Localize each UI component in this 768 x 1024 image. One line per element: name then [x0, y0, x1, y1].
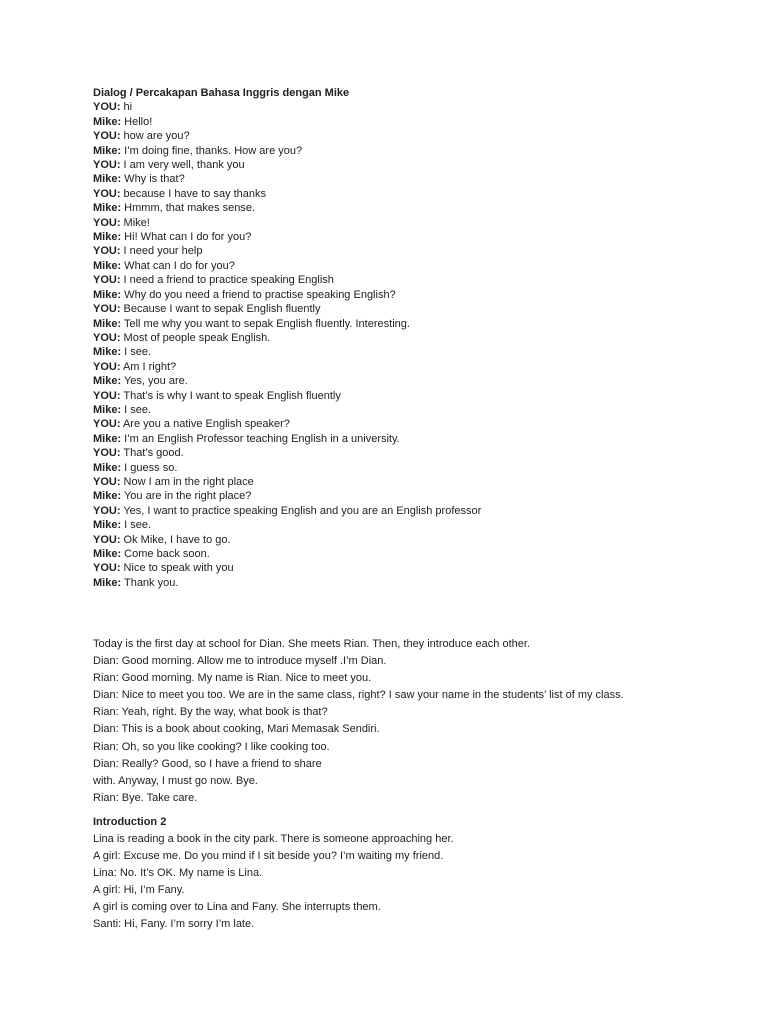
speaker-label: YOU:: [93, 418, 121, 431]
paragraph: Rian: Bye. Take care.: [93, 791, 198, 804]
dialog-line: [93, 115, 753, 129]
line-text: Ok Mike, I have to go.: [120, 533, 231, 546]
line-text: I guess so.: [121, 461, 178, 474]
speaker-label: Mike:: [93, 490, 122, 503]
paragraph: Dian: This is a book about cooking, Mari Memasak Sendiri.: [93, 723, 380, 736]
line-text: That’s is why I want to speak English fluently: [120, 389, 341, 402]
speaker-label: Mike:: [93, 288, 122, 301]
line-text: Come back soon.: [121, 548, 210, 560]
dialog-line: [93, 417, 753, 431]
dialog-line: [93, 288, 753, 302]
dialog-line: [93, 317, 753, 331]
dialog-line: [93, 158, 753, 172]
line-text: I see.: [121, 403, 152, 416]
line-text: I am very well, thank you: [120, 159, 245, 172]
dialog-line: [93, 302, 753, 316]
paragraph: A girl is coming over to Lina and Fany. She interrupts them.: [93, 901, 381, 914]
paragraph: Dian: Good morning. Allow me to introduce myself .I’m Dian.: [93, 655, 387, 668]
line-text: Thank you.: [121, 576, 179, 589]
line-text: Tell me why you want to sepak English fluently. Interesting.: [121, 317, 410, 330]
speaker-label: YOU:: [93, 303, 121, 316]
line-text: Mike!: [120, 216, 150, 229]
line-text: I see.: [121, 519, 152, 532]
paragraph: A girl: Hi, I’m Fany.: [93, 884, 185, 897]
speaker-label: YOU:: [93, 331, 121, 344]
line-text: hi: [120, 101, 133, 114]
line-text: I need a friend to practice speaking English: [120, 274, 334, 287]
speaker-label: Mike:: [93, 173, 122, 186]
line-text: I’m doing fine, thanks. How are you?: [121, 144, 303, 157]
speaker-label: YOU:: [93, 533, 121, 546]
dialog-line: [93, 345, 753, 359]
line-text: because I have to say thanks: [120, 187, 267, 200]
dialog-line: [93, 244, 753, 258]
line-text: Hi! What can I do for you?: [121, 231, 252, 244]
speaker-label: Mike:: [93, 115, 122, 128]
line-text: Now I am in the right place: [120, 475, 254, 488]
paragraph: Today is the first day at school for Dian. She meets Rian. Then, they introduce each other.: [93, 638, 530, 650]
line-text: I see.: [121, 346, 152, 359]
speaker-label: Mike:: [93, 576, 122, 589]
line-text: You are in the right place?: [121, 490, 252, 503]
speaker-label: Mike:: [93, 144, 122, 157]
dialog-line: [93, 446, 753, 460]
line-text: how are you?: [120, 130, 190, 143]
document-page: [93, 86, 753, 931]
dialog-line: [93, 360, 753, 374]
dialog-line: [93, 561, 753, 575]
dialog-line: [93, 230, 753, 244]
paragraph: Lina is reading a book in the city park. There is someone approaching her.: [93, 833, 454, 845]
paragraph: Dian: Really? Good, so I have a friend to share: [93, 757, 322, 770]
dialog-line: [93, 504, 753, 518]
speaker-label: Mike:: [93, 231, 122, 244]
line-text: Yes, I want to practice speaking English and you are an English professor: [120, 504, 482, 517]
dialog-mike: [93, 86, 753, 590]
line-text: Why do you need a friend to practise speaking English?: [121, 288, 396, 301]
line-text: Hello!: [121, 115, 153, 128]
speaker-label: Mike:: [93, 519, 122, 532]
speaker-label: YOU:: [93, 389, 121, 402]
dialog-line: [93, 331, 753, 345]
dialog-lines: [93, 100, 753, 590]
dialog-line: [93, 547, 753, 561]
line-text: That’s good.: [120, 447, 184, 460]
line-text: Are you a native English speaker?: [120, 418, 290, 431]
paragraph: Rian: Good morning. My name is Rian. Nice to meet you.: [93, 672, 372, 685]
speaker-label: YOU:: [93, 447, 121, 460]
dialog-line: [93, 576, 753, 590]
dialog-line: [93, 129, 753, 143]
dialog-line: [93, 432, 753, 446]
line-text: Yes, you are.: [121, 375, 188, 388]
line-text: I’m an English Professor teaching English in a university.: [121, 432, 400, 445]
paragraph: Santi: Hi, Fany. I’m sorry I’m late.: [93, 918, 255, 931]
dialog-line: [93, 518, 753, 532]
line-text: What can I do for you?: [121, 259, 235, 272]
speaker-label: YOU:: [93, 360, 121, 373]
speaker-label: Mike:: [93, 259, 122, 272]
line-text: Am I right?: [120, 360, 177, 373]
speaker-label: YOU:: [93, 562, 121, 575]
line-text: Because I want to sepak English fluently: [120, 303, 321, 316]
speaker-label: YOU:: [93, 274, 121, 287]
speaker-label: YOU:: [93, 475, 121, 488]
paragraph: Lina: No. It’s OK. My name is Lina.: [93, 867, 263, 880]
dialog-line: [93, 216, 753, 230]
speaker-label: YOU:: [93, 216, 121, 229]
speaker-label: YOU:: [93, 504, 121, 517]
section-heading: Introduction 2: [93, 816, 167, 828]
dialog-line: [93, 273, 753, 287]
dialog-line: [93, 374, 753, 388]
speaker-label: YOU:: [93, 159, 121, 172]
line-text: Why is that?: [121, 173, 185, 186]
speaker-label: Mike:: [93, 432, 122, 445]
dialog-paragraphs: [93, 831, 454, 934]
speaker-label: YOU:: [93, 187, 121, 200]
speaker-label: Mike:: [93, 202, 122, 215]
speaker-label: YOU:: [93, 245, 121, 258]
speaker-label: YOU:: [93, 101, 121, 114]
paragraph: with. Anyway, I must go now. Bye.: [93, 774, 258, 787]
speaker-label: Mike:: [93, 346, 122, 359]
speaker-label: YOU:: [93, 130, 121, 143]
dialog-line: [93, 100, 753, 114]
speaker-label: Mike:: [93, 548, 122, 560]
dialog-line: [93, 461, 753, 475]
dialog-dian-rian: [93, 636, 624, 807]
dialog-line: [93, 533, 753, 547]
speaker-label: Mike:: [93, 375, 122, 388]
dialog-line: [93, 403, 753, 417]
paragraph: Rian: Yeah, right. By the way, what book is that?: [93, 706, 328, 719]
line-text: Nice to speak with you: [120, 562, 234, 575]
dialog-line: [93, 144, 753, 158]
paragraph: Rian: Oh, so you like cooking? I like cooking too.: [93, 740, 330, 753]
dialog-paragraphs: [93, 636, 624, 807]
paragraph: A girl: Excuse me. Do you mind if I sit beside you? I’m waiting my friend.: [93, 850, 444, 863]
dialog-line: [93, 475, 753, 489]
speaker-label: Mike:: [93, 317, 122, 330]
dialog-title: Dialog / Percakapan Bahasa Inggris dengan Mike: [93, 87, 350, 99]
dialog-line: [93, 172, 753, 186]
paragraph: Dian: Nice to meet you too. We are in the same class, right? I saw your name in the students’ list of my class.: [93, 689, 624, 702]
dialog-line: [93, 389, 753, 403]
line-text: Most of people speak English.: [120, 331, 271, 344]
dialog-line: [93, 201, 753, 215]
line-text: Hmmm, that makes sense.: [121, 202, 255, 215]
dialog-line: [93, 259, 753, 273]
line-text: I need your help: [120, 245, 203, 258]
dialog-introduction-2: [93, 814, 454, 934]
dialog-line: [93, 187, 753, 201]
dialog-line: [93, 489, 753, 503]
speaker-label: Mike:: [93, 461, 122, 474]
speaker-label: Mike:: [93, 403, 122, 416]
